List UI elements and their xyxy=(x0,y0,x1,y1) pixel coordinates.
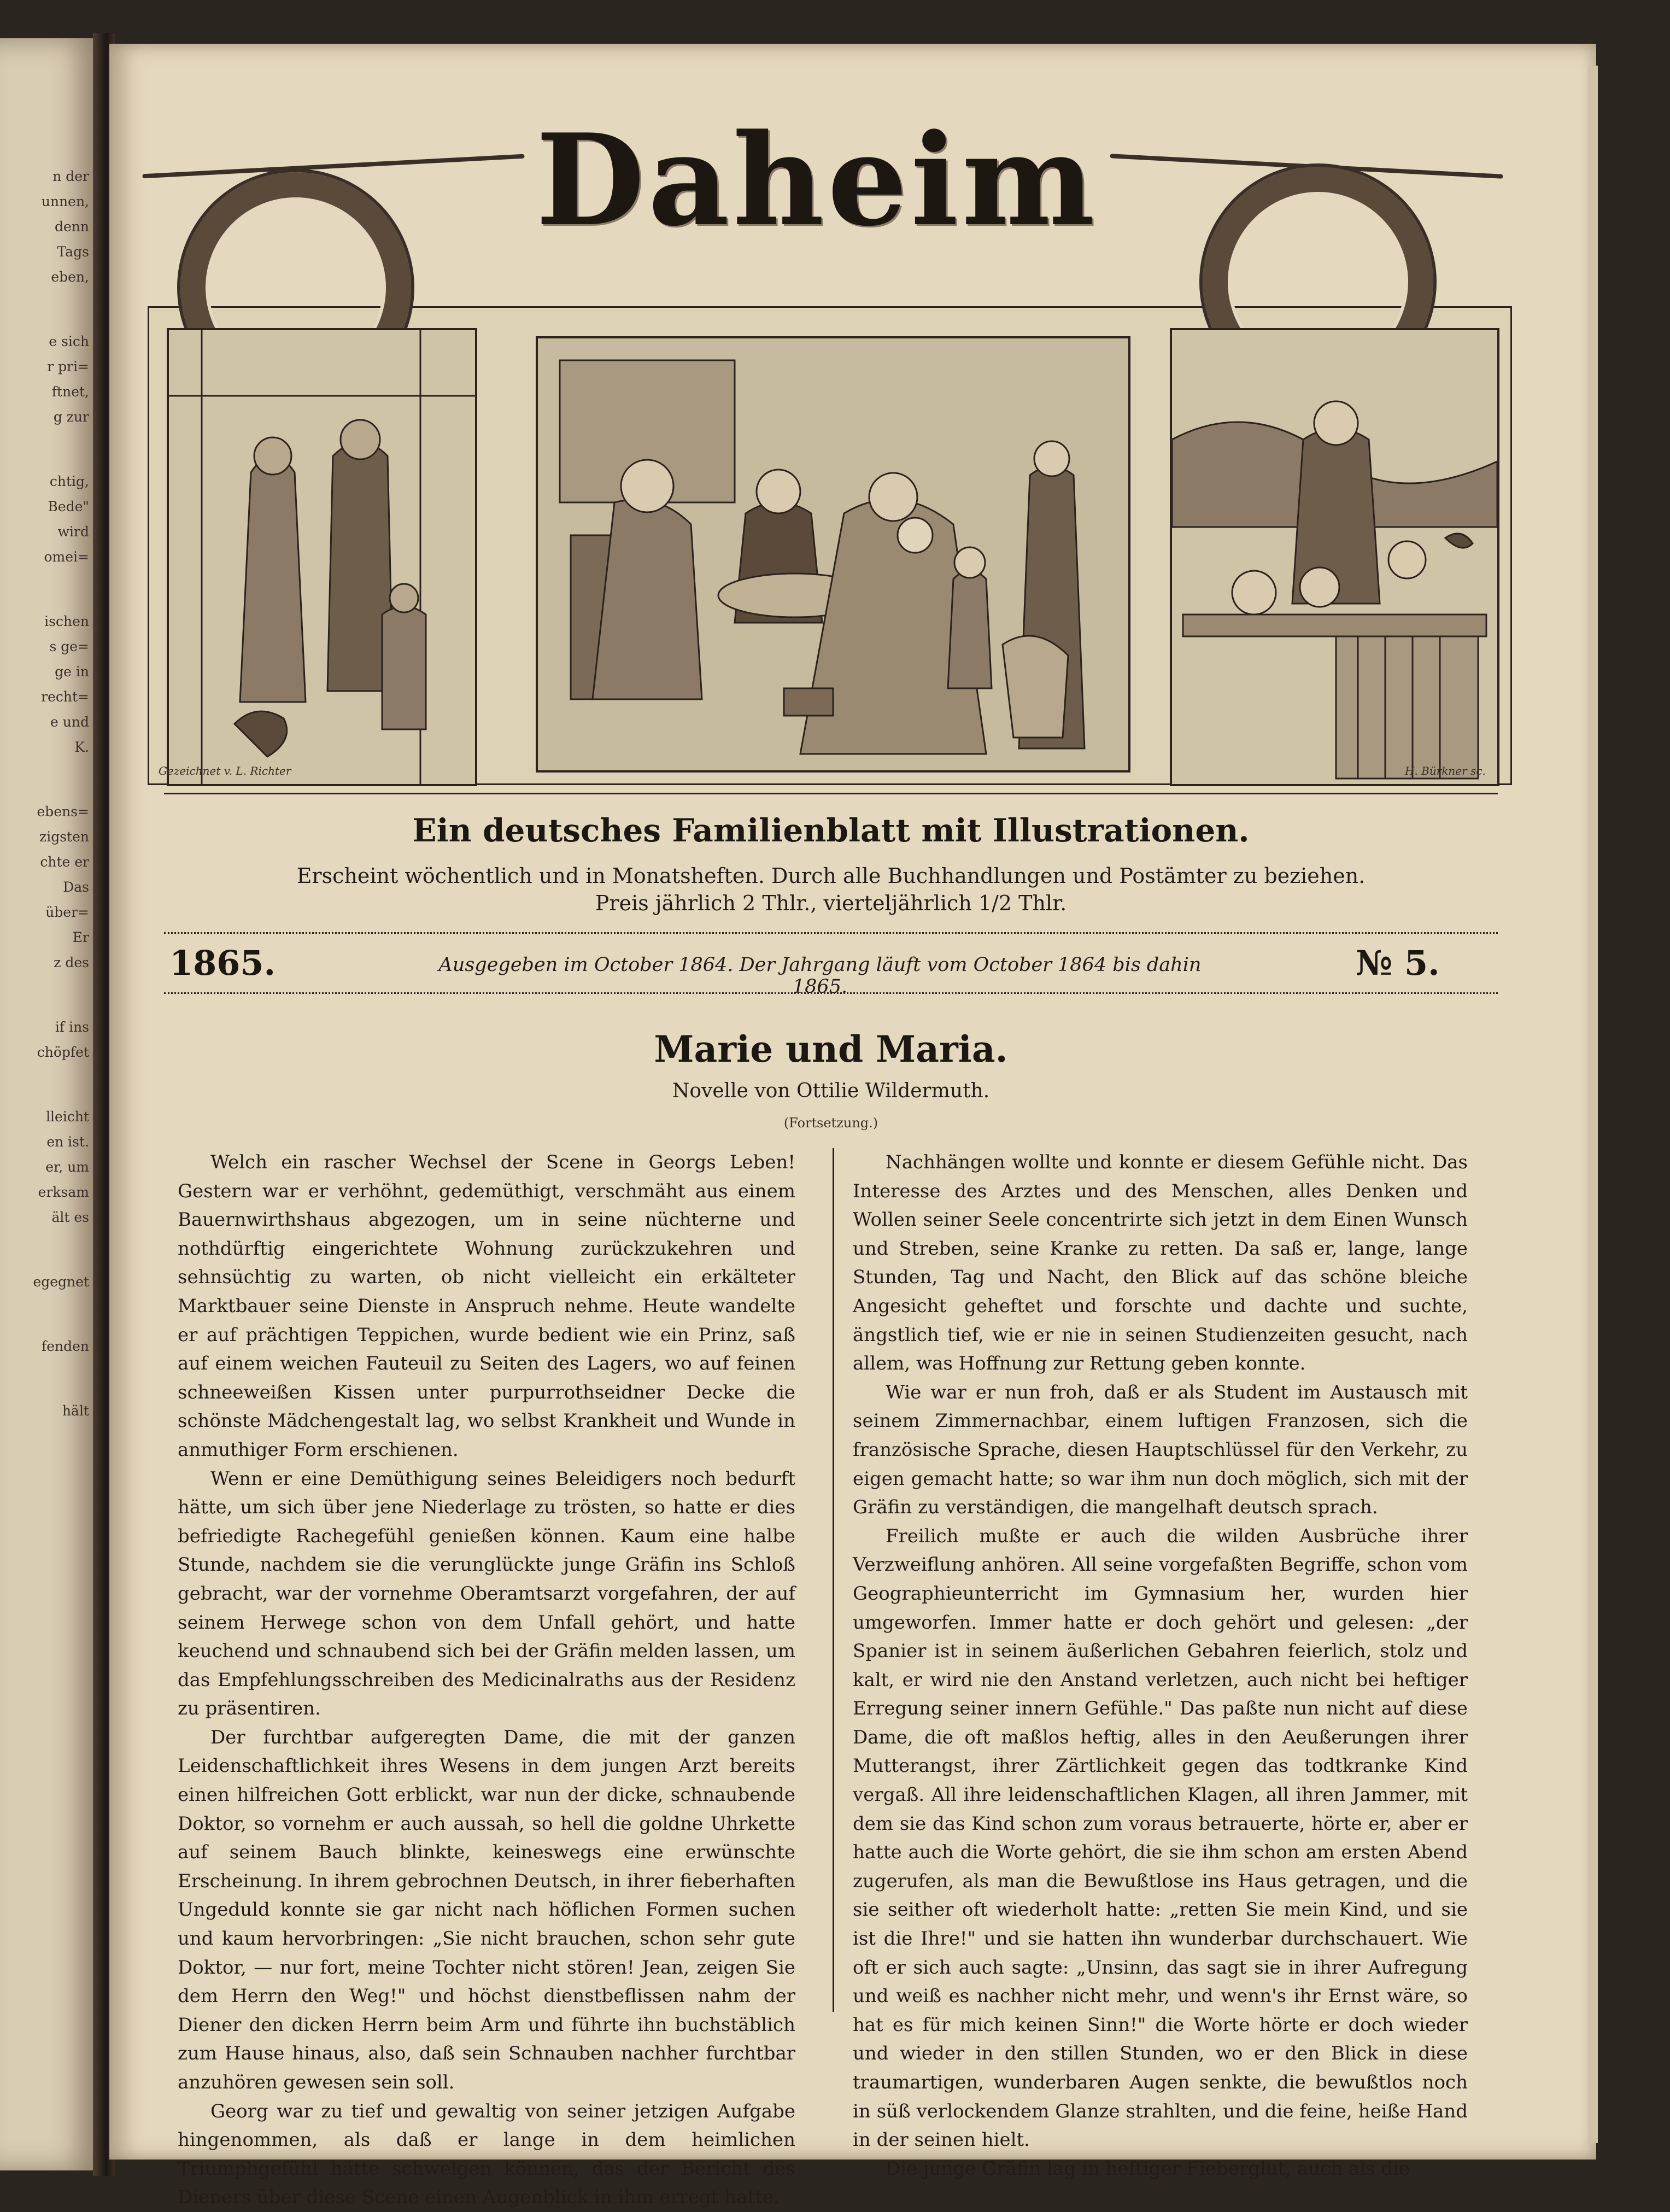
left-page-fragment-line: e sich xyxy=(49,333,89,349)
illustration-family-scene xyxy=(538,338,1128,770)
left-page-fragment-line: ischen xyxy=(44,613,89,629)
text-column-2 xyxy=(853,1148,1468,2180)
left-page-fragment-line: Tags xyxy=(57,244,89,260)
publication-info-line-2: Preis jährlich 2 Thlr., vierteljährlich 1/2 Thlr. xyxy=(595,891,1067,915)
left-page-fragment-line: eben, xyxy=(51,269,89,285)
left-page-fragment-line xyxy=(29,1295,89,1334)
left-page-fragment-line xyxy=(29,290,89,329)
column-1-paragraph: Georg war zu tief und gewaltig von seiner jetzigen Aufgabe hingenommen, als daß er lange in dem heimlichen Triumphgefühl hätte schwelgen können, das der Bericht des Dieners über diese Scene einen Augenblick in ihm erregt hatte. xyxy=(178,2100,795,2209)
left-page-fragment-line: s ge= xyxy=(49,639,89,654)
left-page-fragment-line: if ins xyxy=(55,1019,89,1035)
left-page-fragment-line: chtig, xyxy=(49,473,89,489)
left-page-fragment-line: e und xyxy=(50,714,89,730)
left-page-fragment-line xyxy=(29,1359,89,1398)
left-page-text-fragments xyxy=(29,164,89,1424)
issue-number: № 5. xyxy=(1356,943,1440,983)
text-column-1 xyxy=(178,1148,795,2209)
left-page-fragment-line xyxy=(29,1065,89,1104)
left-page-fragment-line xyxy=(29,975,89,1015)
left-page-fragment-line: chte er xyxy=(40,854,89,870)
left-page-fragment-line: ält es xyxy=(51,1209,89,1225)
left-page-fragment-line: fenden xyxy=(41,1338,89,1354)
illustration-credit-left: Gezeichnet v. L. Richter xyxy=(159,764,291,777)
left-page-fragment-line: Bede" xyxy=(48,499,89,514)
left-page-fragment-line: wird xyxy=(57,524,89,540)
left-page-fragment-line: unnen, xyxy=(41,194,89,209)
left-page-fragment-line xyxy=(29,570,89,609)
issue-date-line: Ausgegeben im October 1864. Der Jahrgang läuft vom October 1864 bis dahin 1865. xyxy=(438,954,1202,998)
left-page-fragment-line: z des xyxy=(54,955,89,970)
left-page-fragment-line: omei= xyxy=(44,549,89,565)
column-2-paragraph: Freilich mußte er auch die wilden Ausbrüche ihrer Verzweiflung anhören. All seine vorgefaßten Begriffe, schon vom Geographieunterricht im Gymnasium her, wurden hier umgeworfen. Immer hatte er doch gehört und gelesen: „der Spanier ist in seinem äußerlichen Gebahren feierlich, stolz und kalt, er wird nie den Anstand verletzen, auch nicht bei heftiger Erregung seiner innern Gefühle." Das paßte nun nicht auf diese Dame, die oft maßlos heftig, alles in den Aeußerungen ihrer Mutterangst, ihrer Zärtlichkeit gegen das todtkranke Kind vergaß. All ihre leidenschaftlichen Klagen, all ihren Jammer, mit dem sie das Kind schon zum voraus betrauerte, hörte er, aber er hatte auch die Worte gehört, die sie ihm schon am ersten Abend zugerufen, als man die Bewußtlose ins Haus getragen, und die sie seither oft wiederholt hatte: „retten Sie mein Kind, und sie ist die Ihre!" und sie hatten ihn wunderbar durchschauert. Wie oft er sich auch sagte: „Unsinn, das sagt sie in ihrer Aufregung und weiß es nachher nicht mehr, und wenn's ihr Ernst wäre, so hat es für mich keinen Sinn!" die Worte hörte er doch wieder und wieder in den stillen Stunden, wo er den Blick in diese traumartigen, wunderbaren Augen senkte, die bewußtlos noch in süß verlockendem Glanze strahlten, und die feine, heiße Hand in der seinen hielt. xyxy=(853,1525,1468,2151)
left-page-fragment-line: recht= xyxy=(41,689,89,705)
left-page-fragment-line: ebens= xyxy=(37,804,89,820)
illustration-right-panel xyxy=(1170,328,1499,786)
left-page-fragment-line: lleicht xyxy=(46,1109,89,1125)
left-page-fragment-line: n der xyxy=(52,168,89,184)
column-divider xyxy=(833,1148,834,2012)
left-page-fragment-line: g zur xyxy=(53,409,89,425)
column-1-paragraph: Welch ein rascher Wechsel der Scene in Georgs Leben! Gestern war er verhöhnt, gedemüthigt, verschmäht aus einem Bauernwirthshaus abgezogen, um in seine nüchterne und nothdürftig eingerichtete Wohnung zurückzukehren und sehnsüchtig zu warten, ob nicht vielleicht ein erkälteter Marktbauer seine Dienste in Anspruch nehme. Heute wandelte er auf prächtigen Teppichen, wurde bedient wie ein Prinz, saß auf einem weichen Fauteuil zu Seiten des Lagers, wo auf feinen schneeweißen Kissen unter purpurrothseidner Decke die schönste Mädchengestalt lag, wo selbst Krankheit und Wunde in anmuthiger Form erschienen. xyxy=(178,1151,795,1461)
left-page-fragment-line: er, um xyxy=(45,1159,89,1175)
column-2-paragraph: Die junge Gräfin lag in heftiger Fieberglut, auch als die xyxy=(886,2157,1410,2180)
left-page-fragment-line: ge in xyxy=(55,664,89,680)
issue-top-rule xyxy=(164,932,1498,939)
left-page-fragment-line xyxy=(29,760,89,799)
left-page-fragment-line xyxy=(29,1230,89,1269)
publication-info-line-1: Erscheint wöchentlich und in Monatsheften. Durch alle Buchhandlungen und Postämter zu beziehen. xyxy=(296,864,1366,888)
left-page-fragment-line: über= xyxy=(45,904,89,920)
left-page-fragment-line: en ist. xyxy=(46,1134,89,1150)
column-1-paragraph: Wenn er eine Demüthigung seines Beleidigers noch bedurft hätte, um sich über jene Niederlage zu trösten, so hatte er dies befriedigte Rachegefühl genießen können. Kaum eine halbe Stunde, nachdem sie die verunglückte junge Gräfin ins Schloß gebracht, war der vornehme Oberamtsarzt vorgefahren, der auf seinem Herwege schon von dem Unfall gehört, und hatte keuchend und schnaubend sich bei der Gräfin melden lassen, um das Empfehlungsschreiben des Medicinalraths aus der Residenz zu präsentiren. xyxy=(178,1467,795,1720)
masthead-title: Daheim xyxy=(536,107,1098,254)
story-continuation-note: (Fortsetzung.) xyxy=(783,1115,878,1131)
masthead-bottom-rule xyxy=(164,793,1498,794)
story-title: Marie und Maria. xyxy=(654,1028,1008,1070)
left-page-fragment-line: egegnet xyxy=(33,1274,89,1290)
publication-subtitle: Ein deutsches Familienblatt mit Illustrationen. xyxy=(412,812,1250,849)
left-page-fragment-line: erksam xyxy=(38,1184,89,1200)
illustration-credit-right: H. Bürkner sc. xyxy=(1405,764,1486,777)
left-page xyxy=(0,38,101,2170)
left-page-fragment-line: denn xyxy=(54,219,89,235)
left-page-fragment-line: ftnet, xyxy=(51,384,89,400)
column-1-paragraph: Der furchtbar aufgeregten Dame, die mit der ganzen Leidenschaftlichkeit ihres Wesens in dem jungen Arzt bereits einen hilfreichen Gott erblickt, war nun der dicke, schnaubende Doktor, so vornehm er auch aussah, so hell die goldne Uhrkette auf seinem Bauch blinkte, keineswegs eine erwünschte Erscheinung. In ihrem gebrochnen Deutsch, in ihrer fieberhaften Ungeduld konnte sie gar nicht nach höflichen Formen suchen und kaum hervorbringen: „Sie nicht brauchen, schon sehr gute Doktor, — nur fort, meine Tochter nicht stören! Jean, zeigen Sie dem Herrn den Weg!" und höchst dienstbeflissen nahm der Diener den dicken Herrn beim Arm und führte ihn buchstäblich zum Hause hinaus, also, daß sein Schnauben nachher furchtbar anzuhören gewesen sein soll. xyxy=(178,1726,795,2093)
left-page-fragment-line: hält xyxy=(62,1403,89,1419)
left-page-fragment-line: r pri= xyxy=(47,359,89,374)
illustration-travellers xyxy=(169,330,475,784)
left-page-fragment-line: zigsten xyxy=(39,829,89,845)
column-2-paragraph: Wie war er nun froh, daß er als Student im Austausch mit seinem Zimmernachbar, einem luftigen Franzosen, sich die französische Sprache, diesen Hauptschlüssel für den Verkehr, zu eigen gemacht hatte; so war ihm nun doch möglich, sich mit der Gräfin zu verständigen, die mangelhaft deutsch sprach. xyxy=(853,1381,1468,1519)
page-edge xyxy=(1588,66,1598,2143)
story-byline: Novelle von Ottilie Wildermuth. xyxy=(672,1080,990,1102)
illustration-left-panel xyxy=(167,328,477,786)
issue-bottom-rule xyxy=(164,992,1498,999)
left-page-fragment-line: Er xyxy=(72,929,89,945)
left-page-fragment-line: Das xyxy=(63,879,89,895)
left-page-fragment-line: K. xyxy=(74,739,89,755)
left-page-fragment-line: chöpfet xyxy=(37,1044,89,1060)
left-page-fragment-line xyxy=(29,430,89,469)
illustration-garden-children xyxy=(1172,330,1497,784)
issue-year: 1865. xyxy=(169,943,276,983)
column-2-paragraph: Nachhängen wollte und konnte er diesem Gefühle nicht. Das Interesse des Arztes und des Menschen, alles Denken und Wollen seiner Seele concentrirte sich jetzt in dem Einen Wunsch und Streben, seine Kranke zu retten. Da saß er, lange, lange Stunden, Tag und Nacht, den Blick auf das schöne bleiche Angesicht geheftet und forschte und dachte und suchte, ängstlich tief, wie er nie in seinen Studienzeiten gesucht, nach allem, was Hoffnung zur Rettung geben konnte. xyxy=(853,1151,1468,1375)
illustration-center-panel xyxy=(536,336,1130,773)
